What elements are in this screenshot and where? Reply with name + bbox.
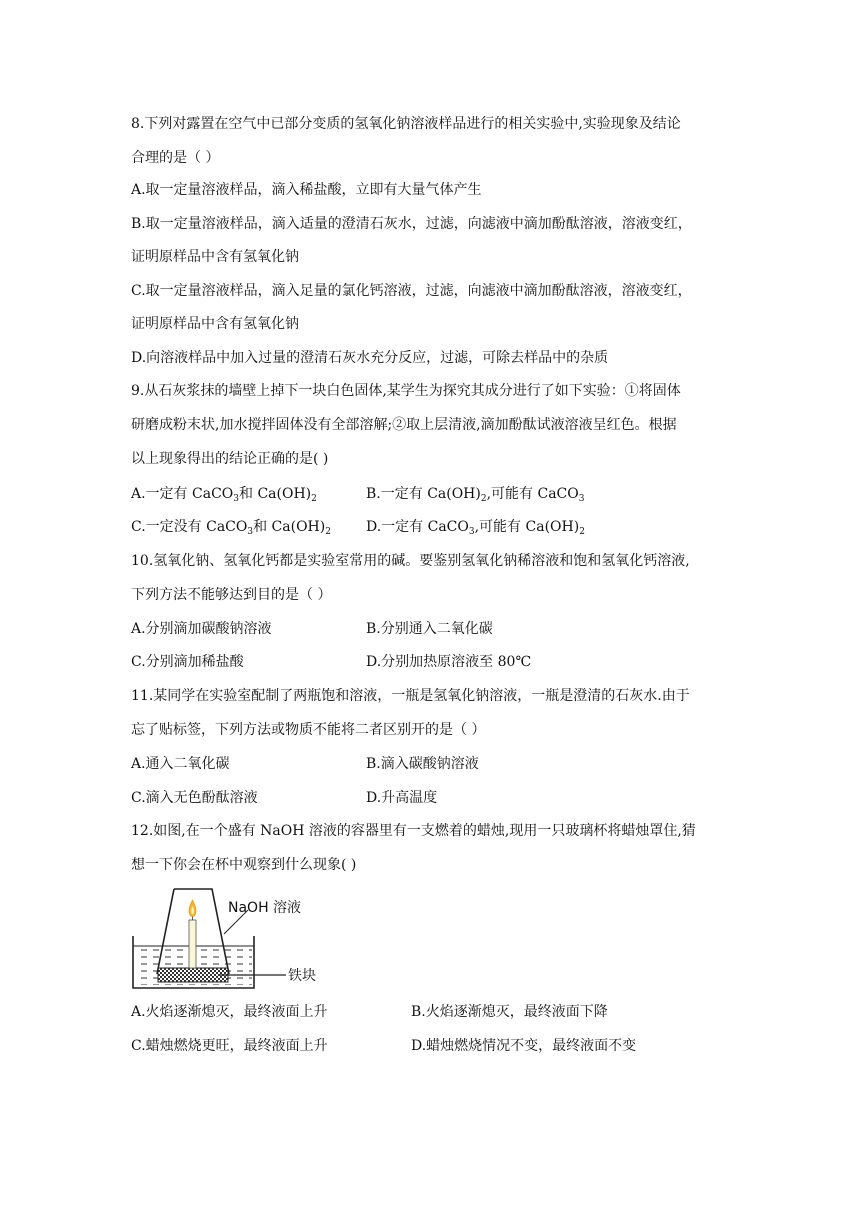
q8-stem-line2: 合理的是（ ） [131, 150, 220, 166]
q8-option-c-line1: C.取一定量溶液样品，滴入足量的氯化钙溶液，过滤，向滤液中滴加酚酞溶液，溶液变红， [131, 283, 692, 299]
q12-stem-line1: 12.如图,在一个盛有 NaOH 溶液的容器里有一支燃着的蜡烛,现用一只玻璃杯将蜡烛罩住,猜 [131, 823, 696, 839]
q9-stem-line3: 以上现象得出的结论正确的是( ) [131, 451, 329, 467]
q8-option-a: A.取一定量溶液样品，滴入稀盐酸，立即有大量气体产生 [131, 182, 482, 198]
iron-block [158, 968, 228, 982]
q10-stem-line2: 下列方法不能够达到目的是（ ） [131, 587, 332, 603]
q9-stem-line2: 研磨成粉末状,加水搅拌固体没有全部溶解;②取上层清液,滴加酚酞试液溶液呈红色。根据 [131, 417, 677, 433]
q8-option-d: D.向溶液样品中加入过量的澄清石灰水充分反应，过滤，可除去样品中的杂质 [131, 350, 609, 366]
q10-option-a: A.分别滴加碳酸钠溶液 [131, 621, 272, 637]
q10-option-b: B.分别通入二氧化碳 [366, 621, 493, 637]
q11-option-a: A.通入二氧化碳 [131, 756, 230, 772]
iron-block-label: 铁块 [288, 968, 316, 984]
q11-option-b: B.滴入碳酸钠溶液 [366, 756, 479, 772]
q9-option-d: D.一定有 CaCO$_3$,可能有 $Ca(OH)_2$ [366, 519, 585, 537]
q9-option-b: B.一定有 $Ca(OH)_2$,可能有 CaCO$_3$ [366, 486, 585, 504]
q12-option-c: C.蜡烛燃烧更旺，最终液面上升 [131, 1038, 328, 1054]
q9-stem-line1: 9.从石灰浆抹的墙壁上掉下一块白色固体,某学生为探究其成分进行了如下实验：①将固体 [131, 383, 681, 399]
q8-option-c-line2: 证明原样品中含有氢氧化钠 [131, 316, 299, 332]
q8-stem-line1: 8.下列对露置在空气中已部分变质的氢氧化钠溶液样品进行的相关实验中,实验现象及结论 [131, 116, 681, 132]
q12-option-b: B.火焰逐渐熄灭，最终液面下降 [411, 1004, 608, 1020]
q8-option-b-line1: B.取一定量溶液样品，滴入适量的澄清石灰水，过滤，向滤液中滴加酚酞溶液，溶液变红， [131, 216, 692, 232]
q12-stem-line2: 想一下你会在杯中观察到什么现象( ) [131, 857, 357, 873]
q11-stem-line2: 忘了贴标签，下列方法或物质不能将二者区别开的是（ ） [131, 722, 486, 738]
q11-option-d: D.升高温度 [366, 790, 438, 806]
naoh-solution-label: NaOH 溶液 [228, 900, 302, 916]
candle [189, 920, 196, 968]
q12-option-a: A.火焰逐渐熄灭，最终液面上升 [131, 1004, 328, 1020]
q11-stem-line1: 11.某同学在实验室配制了两瓶饱和溶液，一瓶是氢氧化钠溶液，一瓶是澄清的石灰水.由于 [131, 688, 690, 704]
q12-option-d: D.蜡烛燃烧情况不变，最终液面不变 [411, 1038, 637, 1054]
experiment-figure [128, 884, 348, 994]
q10-option-c: C.分别滴加稀盐酸 [131, 654, 244, 670]
q11-option-c: C.滴入无色酚酞溶液 [131, 790, 258, 806]
q9-option-c: C.一定没有 CaCO$_3$和 $Ca(OH)_2$ [131, 519, 331, 537]
q9-option-a: A.一定有 CaCO$_3$和 $Ca(OH)_2$ [131, 486, 317, 504]
q8-option-b-line2: 证明原样品中含有氢氧化钠 [131, 249, 299, 265]
q10-option-d: D.分别加热原溶液至 80℃ [366, 654, 532, 670]
q10-stem-line1: 10.氢氧化钠、氢氧化钙都是实验室常用的碱。要鉴别氢氧化钠稀溶液和饱和氢氧化钙溶液, [131, 553, 690, 569]
